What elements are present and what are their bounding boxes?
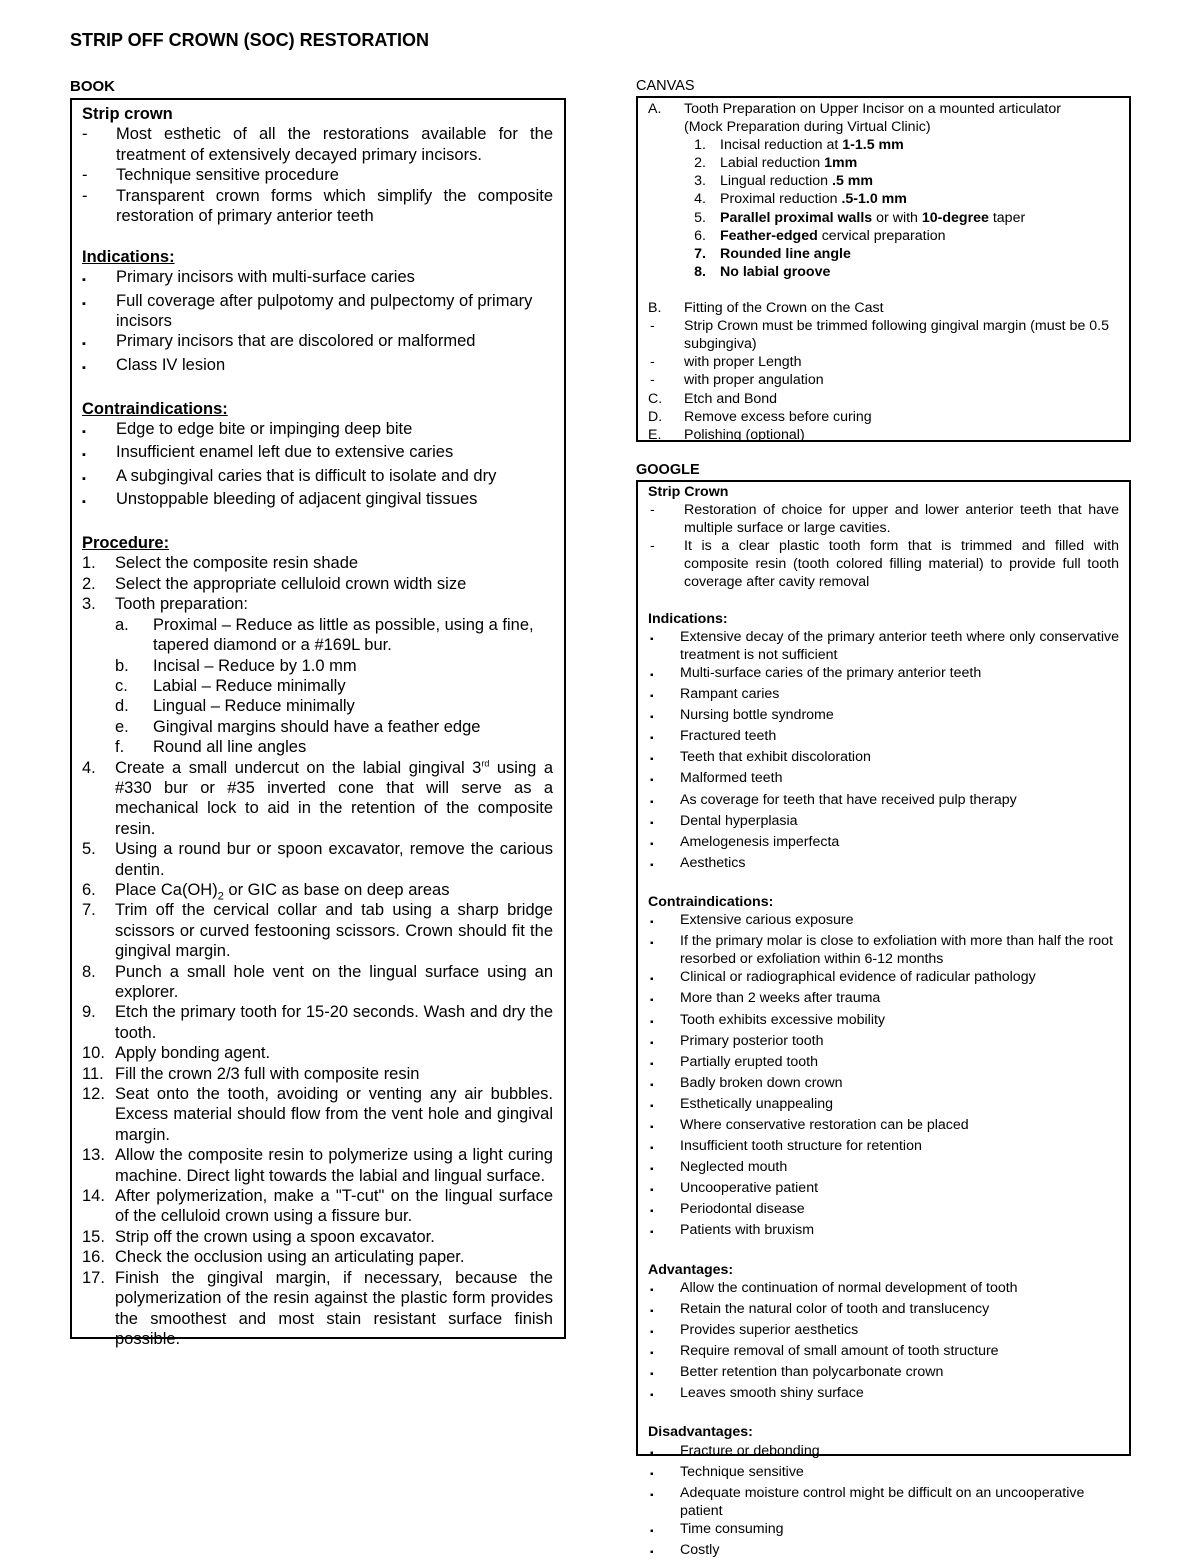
google-contraindication-item: ▪ Neglected mouth <box>650 1159 788 1176</box>
book-contraindication-item: ▪ Unstoppable bleeding of adjacent gingival tissues <box>82 490 478 509</box>
canvas-section-label: CANVAS <box>636 78 695 94</box>
procedure-step: 9. Etch the primary tooth for 15-20 seconds. Wash and dry the tooth. <box>82 1003 553 1042</box>
book-indication-item: ▪ Full coverage after pulpotomy and pulpectomy of primary incisors <box>82 291 533 331</box>
book-indications-heading: Indications: <box>82 247 175 266</box>
procedure-step: 13. Allow the composite resin to polymerize using a light curing machine. Direct light towards the labial and lingual surface. <box>82 1146 553 1185</box>
procedure-step: 8. Punch a small hole vent on the lingual surface using an explorer. <box>82 962 553 1002</box>
canvas-item: E. Polishing (optional) <box>648 426 805 443</box>
book-contraindications-heading: Contraindications: <box>82 399 228 418</box>
canvas-prep-step: 2. Labial reduction 1mm <box>694 155 858 172</box>
google-contraindication-item: ▪ Partially erupted tooth <box>650 1053 819 1070</box>
procedure-step: 4. Create a small undercut on the labial gingival 3rd using a #330 bur or #35 inverted cone that will serve as a mechanical lock to aid in the retention of the composite resin. <box>82 758 553 838</box>
google-intro-item: - It is a clear plastic tooth form that is trimmed and filled with composite resin (tooth colored filling material) to provide full tooth coverage after cavity removal <box>650 538 1119 591</box>
canvas-item: C. Etch and Bond <box>648 390 778 407</box>
google-contraindication-item: ▪ Extensive carious exposure <box>650 912 854 929</box>
google-disadvantage-item: ▪ Costly <box>650 1541 720 1558</box>
book-panel <box>70 98 566 1348</box>
canvas-fitting-item: - Strip Crown must be trimmed following gingival margin (must be 0.5 subgingiva) <box>650 318 1110 353</box>
canvas-item: D. Remove excess before curing <box>648 408 872 425</box>
google-disadvantages-heading: Disadvantages: <box>648 1424 753 1441</box>
google-disadvantage-item: ▪ Technique sensitive <box>650 1463 804 1480</box>
google-indication-item: ▪ Nursing bottle syndrome <box>650 707 834 724</box>
book-procedure-heading: Procedure: <box>82 534 170 553</box>
canvas-item-a-note: (Mock Preparation during Virtual Clinic) <box>684 119 931 136</box>
book-contraindication-item: ▪ Insufficient enamel left due to extensive caries <box>82 443 454 462</box>
google-indication-item: ▪ Dental hyperplasia <box>650 812 798 829</box>
canvas-prep-step: 6. Feather-edged cervical preparation <box>694 227 946 244</box>
procedure-step: 6. Place $Ca(OH)_2$ or GIC as base on deep areas <box>82 880 450 903</box>
procedure-step: 12. Seat onto the tooth, avoiding or venting any air bubbles. Excess material should flow from the vent hole and gingival margin. <box>82 1085 553 1144</box>
google-indication-item: ▪ Extensive decay of the primary anterior teeth where only conservative treatment is not sufficient <box>650 628 1119 663</box>
google-disadvantage-item: ▪ Time consuming <box>650 1520 784 1537</box>
canvas-prep-step: 4. Proximal reduction .5-1.0 mm <box>694 191 907 208</box>
google-contraindication-item: ▪ Clinical or radiographical evidence of radicular pathology <box>650 969 1036 986</box>
book-intro-item: - Most esthetic of all the restorations available for the treatment of extensively decayed primary incisors. <box>82 125 553 164</box>
google-advantage-item: ▪ Allow the continuation of normal development of tooth <box>650 1279 1018 1296</box>
canvas-item-a: A. Tooth Preparation on Upper Incisor on a mounted articulator <box>648 101 1061 117</box>
canvas-prep-step: 3. Lingual reduction .5 mm <box>694 173 874 190</box>
canvas-fitting-item: - with proper Length <box>650 354 802 371</box>
procedure-substep: a. Proximal – Reduce as little as possible, using a fine, tapered diamond or a #169L bur. <box>115 615 534 655</box>
google-contraindication-item: ▪ Tooth exhibits excessive mobility <box>650 1011 886 1028</box>
document-title: STRIP OFF CROWN (SOC) RESTORATION <box>70 30 429 50</box>
book-indication-item: ▪ Primary incisors with multi-surface caries <box>82 268 415 287</box>
canvas-panel <box>636 96 1131 442</box>
google-contraindication-item: ▪ Esthetically unappealing <box>650 1095 834 1112</box>
google-contraindications-heading: Contraindications: <box>648 893 774 910</box>
google-contraindication-item: ▪ Where conservative restoration can be placed <box>650 1117 969 1133</box>
procedure-step: 10. Apply bonding agent. <box>82 1044 271 1063</box>
book-intro-item: - Transparent crown forms which simplify the composite restoration of primary anterior teeth <box>82 186 553 226</box>
google-indication-item: ▪ As coverage for teeth that have received pulp therapy <box>650 791 1017 808</box>
google-section-label: GOOGLE <box>636 462 700 478</box>
google-panel <box>636 480 1131 1558</box>
procedure-step: 1. Select the composite resin shade <box>82 554 359 573</box>
google-indication-item: ▪ Multi-surface caries of the primary anterior teeth <box>650 664 982 681</box>
google-disadvantage-item: ▪ Adequate moisture control might be difficult on an uncooperative patient <box>650 1484 1085 1519</box>
google-indication-item: ▪ Aesthetics <box>650 854 746 871</box>
procedure-substep: b. Incisal – Reduce by 1.0 mm <box>115 656 357 675</box>
canvas-prep-step: 7. Rounded line angle <box>694 245 851 262</box>
google-indication-item: ▪ Teeth that exhibit discoloration <box>650 749 871 766</box>
canvas-fitting-item: - with proper angulation <box>650 372 824 389</box>
google-contraindication-item: ▪ Insufficient tooth structure for retention <box>650 1138 922 1155</box>
procedure-step: 16. Check the occlusion using an articulating paper. <box>82 1248 465 1267</box>
procedure-step: 5. Using a round bur or spoon excavator, remove the carious dentin. <box>82 840 553 879</box>
book-indication-item: ▪ Class IV lesion <box>82 355 226 374</box>
procedure-substep: d. Lingual – Reduce minimally <box>115 697 355 716</box>
google-advantages-heading: Advantages: <box>648 1261 734 1278</box>
procedure-substep: c. Labial – Reduce minimally <box>115 676 346 695</box>
google-heading: Strip Crown <box>648 484 729 500</box>
book-heading: Strip crown <box>82 105 173 123</box>
procedure-substep: f. Round all line angles <box>115 738 307 757</box>
canvas-prep-step: 1. Incisal reduction at 1-1.5 mm <box>694 137 904 154</box>
google-contraindication-item: ▪ Primary posterior tooth <box>650 1032 824 1049</box>
canvas-item-b: B. Fitting of the Crown on the Cast <box>648 300 884 317</box>
book-section-label: BOOK <box>70 78 115 95</box>
procedure-step: 15. Strip off the crown using a spoon excavator. <box>82 1227 435 1246</box>
google-advantage-item: ▪ Provides superior aesthetics <box>650 1321 859 1338</box>
google-contraindication-item: ▪ If the primary molar is close to exfoliation with more than half the root resorbed or exfoliation within 6-12 months <box>650 933 1113 968</box>
google-advantage-item: ▪ Retain the natural color of tooth and translucency <box>650 1300 990 1317</box>
google-indications-heading: Indications: <box>648 610 728 627</box>
google-disadvantage-item: ▪ Fracture or debonding <box>650 1442 820 1459</box>
procedure-step: 11. Fill the crown 2/3 full with composite resin <box>82 1064 420 1083</box>
canvas-prep-step: 5. Parallel proximal walls or with 10-degree taper <box>694 209 1026 226</box>
google-contraindication-item: ▪ Periodontal disease <box>650 1201 805 1218</box>
google-contraindication-item: ▪ Patients with bruxism <box>650 1222 815 1239</box>
google-indication-item: ▪ Amelogenesis imperfecta <box>650 833 840 850</box>
google-advantage-item: ▪ Better retention than polycarbonate crown <box>650 1364 944 1381</box>
google-advantage-item: ▪ Require removal of small amount of tooth structure <box>650 1343 999 1360</box>
procedure-step: 14. After polymerization, make a "T-cut" on the lingual surface of the celluloid crown using a fissure bur. <box>82 1187 553 1226</box>
book-contraindication-item: ▪ A subgingival caries that is difficult to isolate and dry <box>82 466 497 485</box>
google-contraindication-item: ▪ Uncooperative patient <box>650 1180 819 1197</box>
procedure-step: 17. Finish the gingival margin, if necessary, because the polymerization of the resin against the plastic form provides the smoothest and most stain resistant surface finish possible. <box>82 1268 553 1348</box>
google-contraindication-item: ▪ More than 2 weeks after trauma <box>650 990 881 1007</box>
procedure-step: 2. Select the appropriate celluloid crown width size <box>82 574 467 593</box>
book-intro-item: - Technique sensitive procedure <box>82 166 339 185</box>
procedure-step: 7. Trim off the cervical collar and tab using a sharp bridge scissors or curved festooning scissors. Crown should fit the gingival margin. <box>82 901 553 961</box>
book-indication-item: ▪ Primary incisors that are discolored or malformed <box>82 332 476 351</box>
google-indication-item: ▪ Fractured teeth <box>650 728 777 745</box>
google-indication-item: ▪ Rampant caries <box>650 686 780 703</box>
procedure-substep: e. Gingival margins should have a feather edge <box>115 717 481 736</box>
canvas-prep-step: 8. No labial groove <box>694 263 831 280</box>
google-contraindication-item: ▪ Badly broken down crown <box>650 1074 843 1091</box>
google-advantage-item: ▪ Leaves smooth shiny surface <box>650 1385 864 1402</box>
procedure-step: 3. Tooth preparation: <box>82 595 249 614</box>
google-indication-item: ▪ Malformed teeth <box>650 770 783 787</box>
google-intro-item: - Restoration of choice for upper and lower anterior teeth that have multiple surface or large cavities. <box>650 502 1119 537</box>
book-contraindication-item: ▪ Edge to edge bite or impinging deep bite <box>82 420 413 439</box>
